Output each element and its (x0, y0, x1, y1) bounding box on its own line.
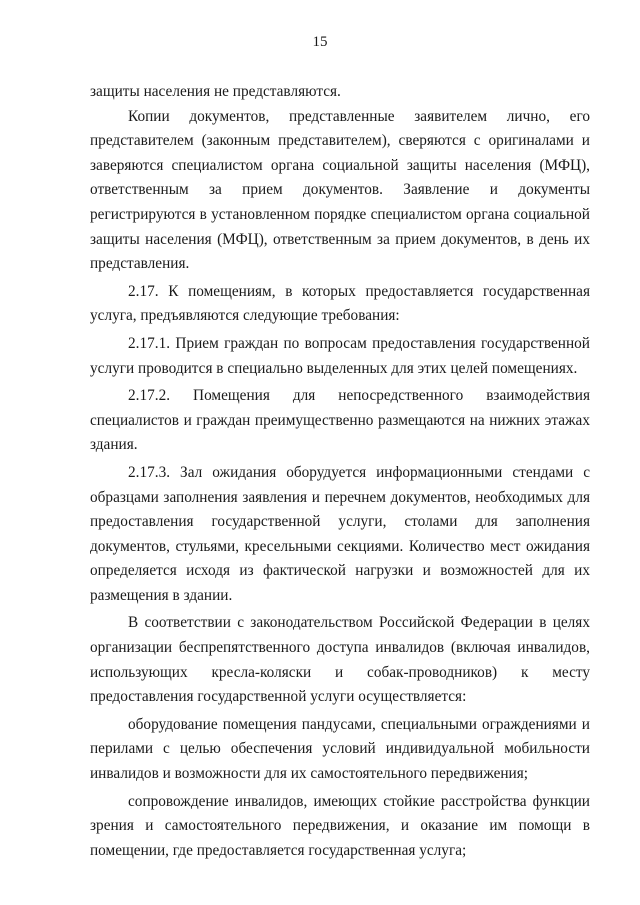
paragraph-accessibility-intro: В соответствии с законодательством Российской Федерации в целях организации беспрепятственного доступа инвалидов (включая инвалидов, использующих кресла-коляски и собак-проводников) к месту предоставления государственной услуги осуществляется: (90, 614, 590, 706)
paragraph-2-17: 2.17. К помещениям, в которых предоставляется государственная услуга, предъявляются следующие требования: (90, 282, 590, 325)
paragraph-2-17-1: 2.17.1. Прием граждан по вопросам предоставления государственной услуги проводится в специально выделенных для этих целей помещениях. (90, 334, 590, 377)
paragraph-2-17-2: 2.17.2. Помещения для непосредственного взаимодействия специалистов и граждан преимущественно размещаются на нижних этажах здания. (90, 387, 590, 454)
paragraph-continuation: защиты населения не представляются. (90, 83, 341, 100)
document-body (90, 80, 590, 863)
paragraph-ramps-equipment: оборудование помещения пандусами, специальными ограждениями и перилами с целью обеспечения условий индивидуальной мобильности инвалидов и возможности для их самостоятельного передвижения; (90, 715, 590, 783)
page-number: 15 (312, 34, 328, 50)
paragraph-escort-assistance: сопровождение инвалидов, имеющих стойкие расстройства функции зрения и самостоятельного передвижения, и оказание им помощи в помещении, где предоставляется государственная услуга; (90, 792, 590, 859)
paragraph-2-17-3: 2.17.3. Зал ожидания оборудуется информационными стендами с образцами заполнения заявления и перечнем документов, необходимых для предоставления государственной услуги, столами для заполнения документов, стульями, кресельными секциями. Количество мест ожидания определяется исходя из фактической нагрузки и возможностей для их размещения в здании. (90, 463, 590, 604)
paragraph-copies-verification: Копии документов, представленные заявителем лично, его представителем (законным представителем), сверяются с оригиналами и заверяются специалистом органа социальной защиты населения (МФЦ), ответственным за прием документов. Заявление и документы регистрируются в установленном порядке специалистом органа социальной защиты населения (МФЦ), ответственным за прием документов, в день их представления. (90, 107, 590, 273)
